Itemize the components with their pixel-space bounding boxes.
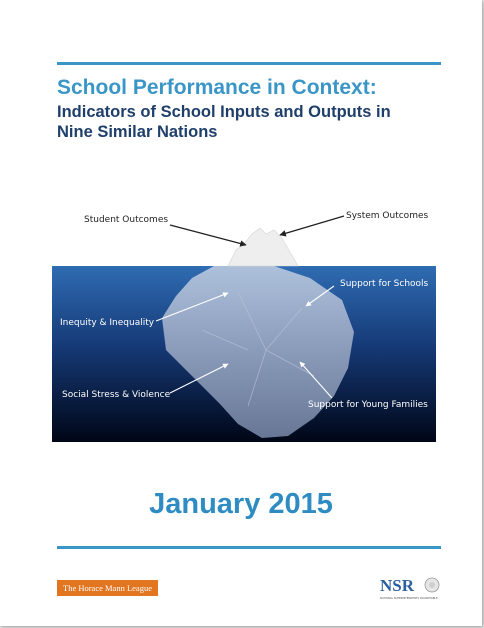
bottom-rule (57, 546, 441, 549)
top-rule (57, 62, 441, 65)
label-inequity: Inequity & Inequality (60, 318, 155, 328)
label-support-for-schools: Support for Schools (340, 279, 429, 289)
page-title: School Performance in Context: (57, 76, 377, 99)
horace-mann-league-logo: The Horace Mann League (57, 580, 158, 596)
subtitle-line-2: Nine Similar Nations (57, 123, 218, 141)
subtitle-line-1: Indicators of School Inputs and Outputs in (57, 103, 391, 121)
label-student-outcomes: Student Outcomes (84, 215, 169, 225)
nsr-logo-subtext: NATIONAL SUPERINTENDENTS ROUNDTABLE (380, 597, 438, 600)
publication-date: January 2015 (149, 488, 333, 520)
iceberg-tip (228, 228, 298, 266)
iceberg-illustration (52, 200, 436, 442)
label-system-outcomes: System Outcomes (346, 211, 429, 221)
page-subtitle (57, 102, 447, 142)
label-support-young-families: Support for Young Families (308, 400, 428, 410)
label-social-stress: Social Stress & Violence (62, 390, 171, 400)
nsr-logo-text: NSR (380, 576, 415, 595)
nsr-logo (380, 575, 442, 601)
